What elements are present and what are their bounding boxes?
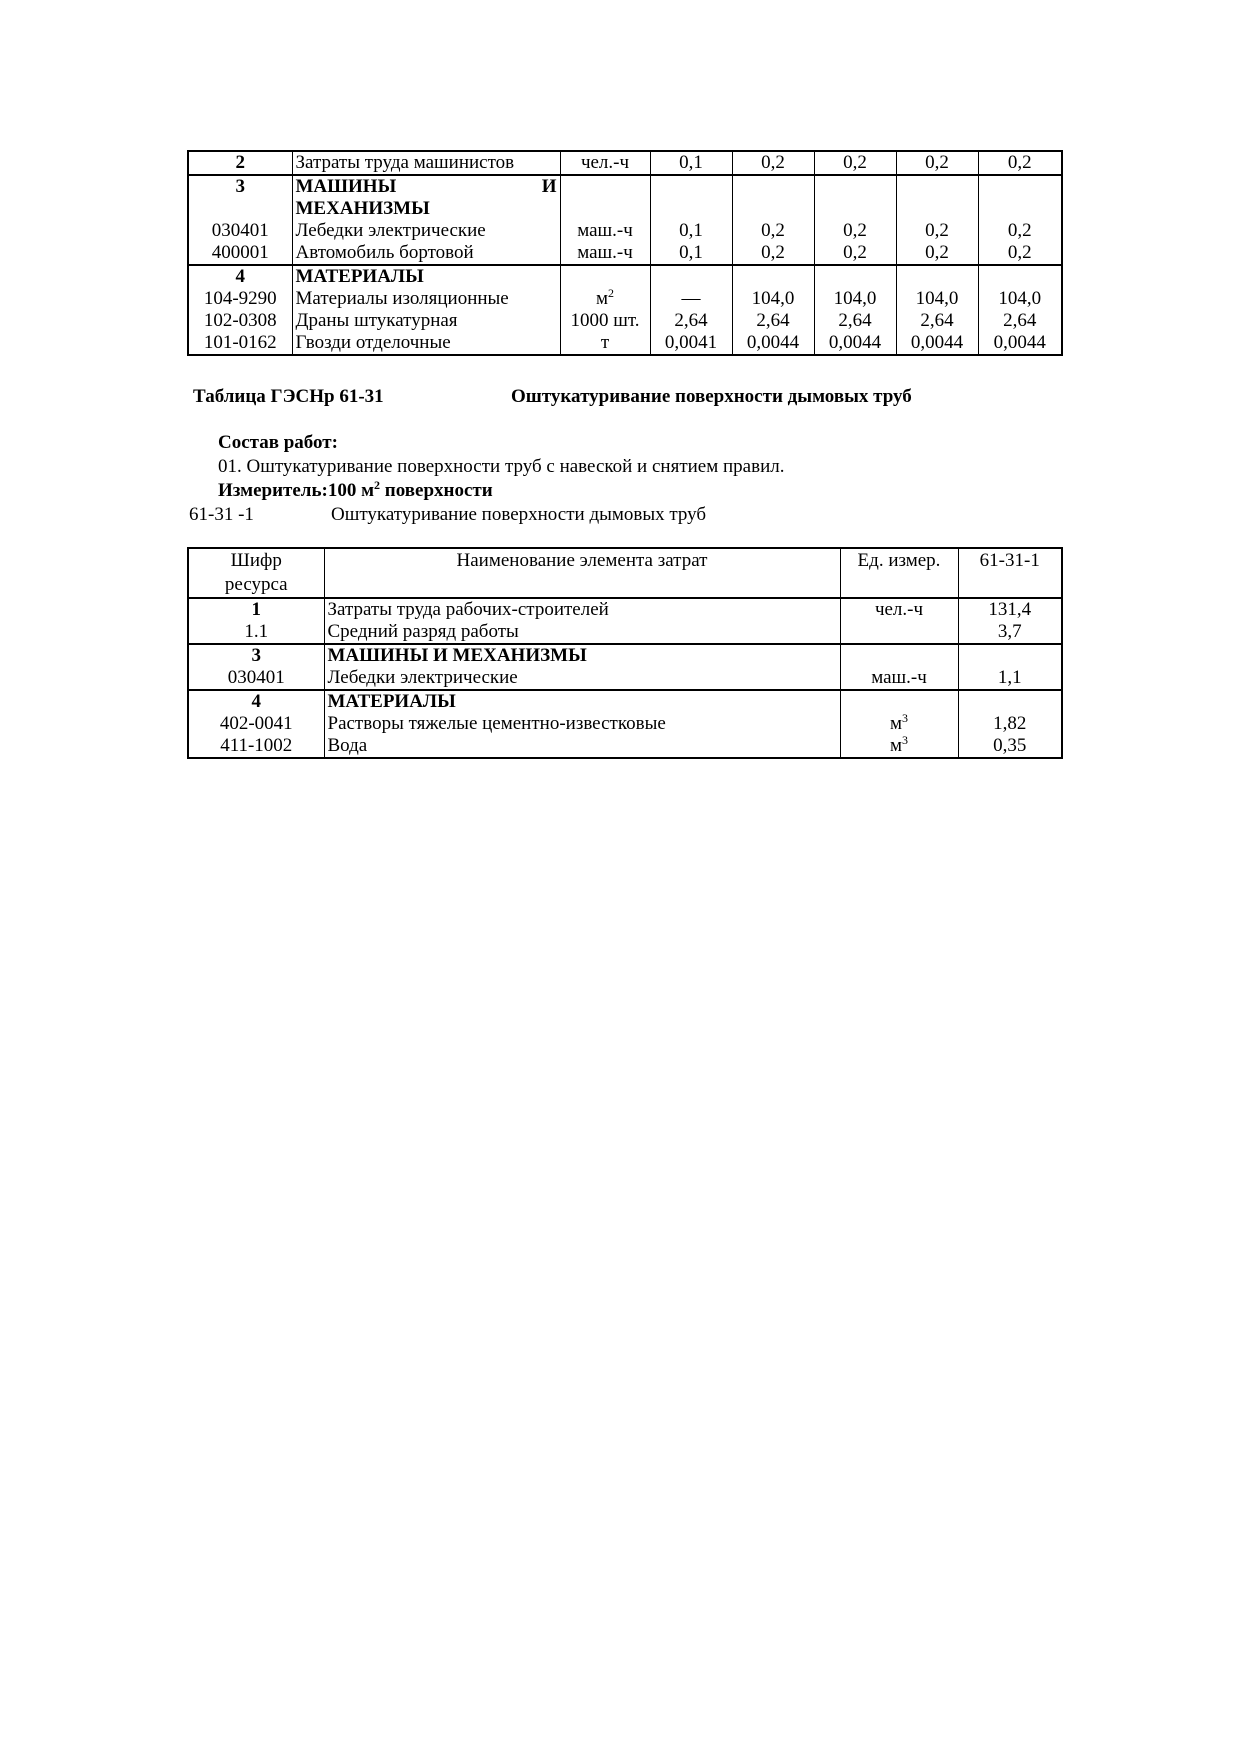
group-name-part: И bbox=[541, 176, 557, 197]
value-cell: 0,2 bbox=[732, 220, 814, 242]
value-cell: 0,2 bbox=[814, 242, 896, 265]
table-title: Оштукатуривание поверхности дымовых труб bbox=[511, 386, 912, 407]
resource-unit: маш.-ч bbox=[560, 242, 650, 265]
value-cell: 0,2 bbox=[896, 242, 978, 265]
value-cell: 0,1 bbox=[650, 220, 732, 242]
table-row bbox=[188, 288, 1062, 310]
group-code: 4 bbox=[188, 265, 292, 288]
resource-code: 030401 bbox=[188, 220, 292, 242]
value-cell: 104,0 bbox=[732, 288, 814, 310]
resource-name: Растворы тяжелые цементно-известковые bbox=[324, 713, 840, 735]
table-row bbox=[188, 644, 1062, 667]
table-row bbox=[188, 713, 1062, 735]
resource-code: 1.1 bbox=[188, 621, 324, 644]
value-cell: 0,2 bbox=[814, 151, 896, 175]
works-heading: Состав работ: bbox=[218, 432, 338, 453]
resource-name: Гвозди отделочные bbox=[292, 332, 560, 355]
resource-name: Затраты труда рабочих-строителей bbox=[324, 598, 840, 621]
group-name-part: МЕХАНИЗМЫ bbox=[295, 198, 430, 219]
resource-name: Затраты труда машинистов bbox=[292, 151, 560, 175]
table-row bbox=[188, 332, 1062, 355]
resource-name: Лебедки электрические bbox=[292, 220, 560, 242]
resource-unit bbox=[840, 621, 958, 644]
table-row bbox=[188, 151, 1062, 175]
resource-unit: т bbox=[560, 332, 650, 355]
resource-code: 101-0162 bbox=[188, 332, 292, 355]
works-item: 01. Оштукатуривание поверхности труб с навеской и снятием правил. bbox=[218, 456, 785, 477]
value-cell: 0,2 bbox=[978, 151, 1062, 175]
resource-code: 102-0308 bbox=[188, 310, 292, 332]
table-header-row bbox=[188, 548, 1062, 598]
value-cell: 0,2 bbox=[896, 220, 978, 242]
table-row bbox=[188, 690, 1062, 713]
resource-code: 400001 bbox=[188, 242, 292, 265]
value-cell: 0,1 bbox=[650, 242, 732, 265]
value-cell: — bbox=[650, 288, 732, 310]
resource-name: Драны штукатурная bbox=[292, 310, 560, 332]
resource-unit: $м^3$ bbox=[840, 735, 958, 758]
group-name: МАШИНЫ И МЕХАНИЗМЫ bbox=[324, 644, 840, 667]
table-row bbox=[188, 175, 1062, 220]
table-label: Таблица ГЭСНр 61-31 bbox=[193, 386, 384, 407]
resource-code: 2 bbox=[188, 151, 292, 175]
group-name-part: МАШИНЫ bbox=[295, 176, 397, 197]
table-row bbox=[188, 220, 1062, 242]
norm-code: 61-31 -1 bbox=[189, 504, 254, 525]
table-row bbox=[188, 242, 1062, 265]
value-cell: 104,0 bbox=[978, 288, 1062, 310]
resource-code: 411-1002 bbox=[188, 735, 324, 758]
resource-table-continued bbox=[187, 150, 1063, 356]
value-cell: 0,2 bbox=[732, 151, 814, 175]
value-cell: 1,82 bbox=[958, 713, 1062, 735]
value-cell: 2,64 bbox=[650, 310, 732, 332]
resource-name: Вода bbox=[324, 735, 840, 758]
header-column: 61-31-1 bbox=[958, 548, 1062, 598]
group-name: МАТЕРИАЛЫ bbox=[292, 265, 560, 288]
table-row bbox=[188, 621, 1062, 644]
group-code: 3 bbox=[188, 175, 292, 220]
header-name: Наименование элемента затрат bbox=[324, 548, 840, 598]
resource-unit: 1000 шт. bbox=[560, 310, 650, 332]
resource-unit: $м^3$ bbox=[840, 713, 958, 735]
group-name bbox=[292, 175, 560, 220]
value-cell: 104,0 bbox=[896, 288, 978, 310]
value-cell: 104,0 bbox=[814, 288, 896, 310]
value-cell: 2,64 bbox=[896, 310, 978, 332]
table-row bbox=[188, 310, 1062, 332]
resource-unit: маш.-ч bbox=[560, 220, 650, 242]
value-cell: 2,64 bbox=[978, 310, 1062, 332]
resource-unit: чел.-ч bbox=[840, 598, 958, 621]
header-unit: Ед. измер. bbox=[840, 548, 958, 598]
value-cell: 0,1 bbox=[650, 151, 732, 175]
table-row bbox=[188, 265, 1062, 288]
value-cell: 2,64 bbox=[732, 310, 814, 332]
group-code: 4 bbox=[188, 690, 324, 713]
value-cell: 0,2 bbox=[896, 151, 978, 175]
value-cell: 131,4 bbox=[958, 598, 1062, 621]
group-code: 3 bbox=[188, 644, 324, 667]
value-cell: 1,1 bbox=[958, 667, 1062, 690]
value-cell: 0,2 bbox=[732, 242, 814, 265]
resource-unit: маш.-ч bbox=[840, 667, 958, 690]
meter-line: Измеритель:100 $м^2$ поверхности bbox=[218, 478, 493, 501]
resource-table bbox=[187, 547, 1063, 759]
resource-name: Материалы изоляционные bbox=[292, 288, 560, 310]
value-cell: 0,35 bbox=[958, 735, 1062, 758]
resource-unit: $м^2$ bbox=[560, 288, 650, 310]
table-row bbox=[188, 735, 1062, 758]
table-row bbox=[188, 598, 1062, 621]
value-cell: 0,2 bbox=[978, 242, 1062, 265]
resource-name: Автомобиль бортовой bbox=[292, 242, 560, 265]
resource-code: 402-0041 bbox=[188, 713, 324, 735]
value-cell: 3,7 bbox=[958, 621, 1062, 644]
value-cell: 0,0044 bbox=[978, 332, 1062, 355]
resource-name: Лебедки электрические bbox=[324, 667, 840, 690]
table-row bbox=[188, 667, 1062, 690]
value-cell: 0,2 bbox=[814, 220, 896, 242]
header-code: Шифр ресурса bbox=[188, 548, 324, 598]
resource-name: Средний разряд работы bbox=[324, 621, 840, 644]
value-cell: 0,2 bbox=[978, 220, 1062, 242]
resource-code: 104-9290 bbox=[188, 288, 292, 310]
group-name: МАТЕРИАЛЫ bbox=[324, 690, 840, 713]
value-cell: 2,64 bbox=[814, 310, 896, 332]
group-code: 1 bbox=[188, 598, 324, 621]
value-cell: 0,0041 bbox=[650, 332, 732, 355]
value-cell: 0,0044 bbox=[896, 332, 978, 355]
resource-code: 030401 bbox=[188, 667, 324, 690]
norm-name: Оштукатуривание поверхности дымовых труб bbox=[331, 504, 707, 525]
value-cell: 0,0044 bbox=[732, 332, 814, 355]
resource-unit: чел.-ч bbox=[560, 151, 650, 175]
value-cell: 0,0044 bbox=[814, 332, 896, 355]
